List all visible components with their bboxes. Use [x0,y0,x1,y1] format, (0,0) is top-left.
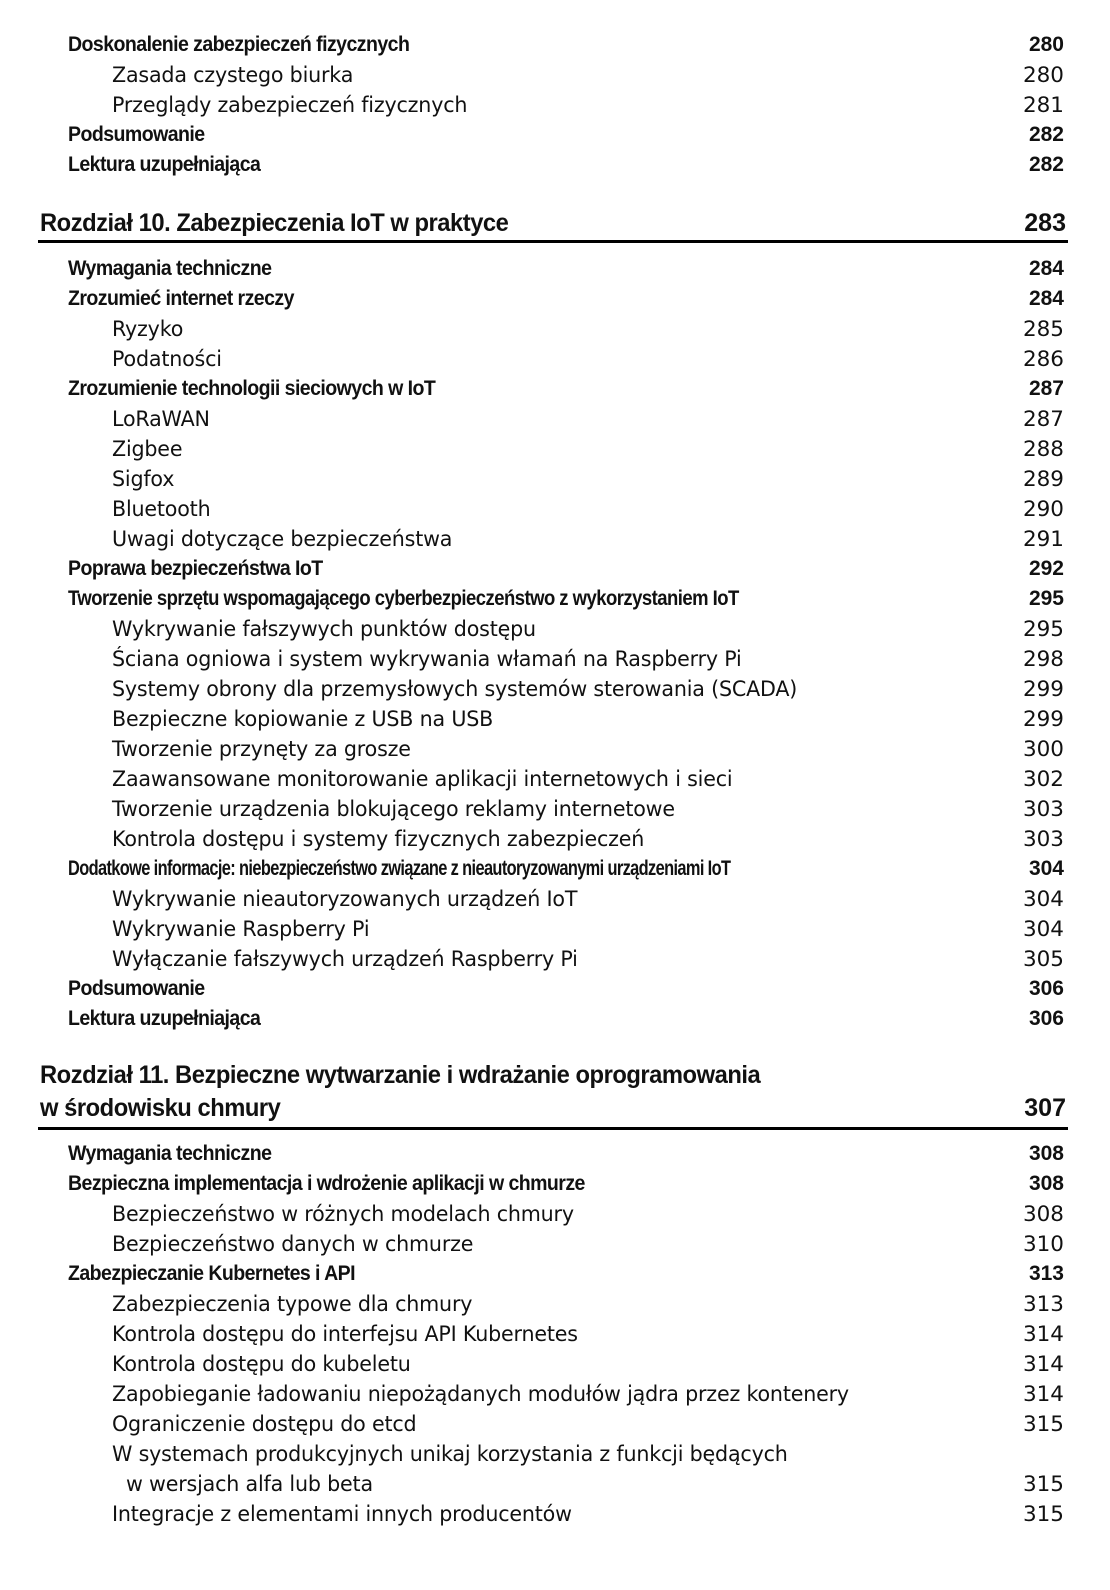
toc-entry-title: Zrozumieć internet rzeczy [68,287,294,310]
toc-entry-title: Wykrywanie fałszywych punktów dostępu [112,616,536,642]
toc-entry-title: Zasada czystego biurka [112,62,354,88]
toc-entry[interactable] [0,764,1110,794]
toc-entry-title: Podsumowanie [68,977,205,1000]
toc-entry[interactable] [0,1229,1110,1259]
toc-entry-title: Wymagania techniczne [68,1142,272,1165]
toc-entry[interactable] [0,314,1110,344]
toc-entry[interactable] [0,60,1110,90]
toc-entry[interactable] [0,150,1110,180]
toc-entry-title: Dodatkowe informacje: niebezpieczeństwo związane z nieautoryzowanymi urządzeniami IoT [68,857,731,880]
toc-entry-page: 315 [1022,1501,1064,1527]
chapter-title-line2: w środowisku chmury [40,1093,281,1122]
toc-entry-page: 314 [1022,1321,1064,1347]
toc-entry-page: 280 [1022,62,1064,88]
toc-entry[interactable] [0,794,1110,824]
toc-entry[interactable] [0,944,1110,974]
toc-entry-title: Wyłączanie fałszywych urządzeń Raspberry Pi [112,946,578,972]
toc-entry-title: Kontrola dostępu i systemy fizycznych zabezpieczeń [112,826,645,852]
chapter-page: 283 [1024,208,1066,237]
toc-entry-page: 306 [1028,977,1064,1000]
toc-entry-page: 314 [1022,1351,1064,1377]
toc-entry[interactable] [0,854,1110,884]
toc-entry-title: Podsumowanie [68,123,205,146]
toc-entry[interactable] [0,464,1110,494]
toc-entry[interactable] [0,254,1110,284]
toc-entry[interactable] [0,284,1110,314]
toc-entry-title: Zaawansowane monitorowanie aplikacji internetowych i sieci [112,766,733,792]
toc-entry-page: 315 [1022,1411,1064,1437]
toc-entry-page: 282 [1028,123,1064,146]
chapter-heading[interactable] [0,206,1110,240]
chapter-page: 307 [1024,1093,1066,1122]
toc-entry[interactable] [0,1319,1110,1349]
toc-entry-page: 291 [1022,526,1064,552]
chapter-title: Rozdział 10. Zabezpieczenia IoT w praktyce [40,208,509,237]
toc-entry-title: Tworzenie sprzętu wspomagającego cyberbezpieczeństwo z wykorzystaniem IoT [68,587,739,610]
toc-entry-title: Wykrywanie nieautoryzowanych urządzeń IoT [112,886,578,912]
chapter-rule [38,240,1068,243]
toc-entry[interactable] [0,914,1110,944]
toc-entry-page: 290 [1022,496,1064,522]
toc-entry-title: Bluetooth [112,496,211,522]
toc-entry[interactable] [0,704,1110,734]
toc-entry-title: W systemach produkcyjnych unikaj korzystania z funkcji będących [112,1441,788,1467]
toc-entry-title: Uwagi dotyczące bezpieczeństwa [112,526,453,552]
toc-entry[interactable] [0,1139,1110,1169]
toc-entry-title: Bezpieczne kopiowanie z USB na USB [112,706,494,732]
toc-entry-page: 282 [1028,153,1064,176]
toc-entry-page: 292 [1028,557,1064,580]
toc-entry-page: 287 [1022,406,1064,432]
toc-entry-page: 299 [1022,676,1064,702]
toc-entry-title: Zrozumienie technologii sieciowych w IoT [68,377,436,400]
toc-entry[interactable] [0,674,1110,704]
toc-entry[interactable] [0,1409,1110,1439]
toc-entry[interactable] [0,1259,1110,1289]
toc-entry-title: Ściana ogniowa i system wykrywania włamań na Raspberry Pi [112,646,742,672]
toc-entry-title: Wymagania techniczne [68,257,272,280]
toc-entry-page: 284 [1028,257,1064,280]
toc-entry-page: 313 [1022,1291,1064,1317]
toc-entry-title: Ryzyko [112,316,184,342]
toc-entry[interactable] [0,584,1110,614]
toc-entry[interactable] [0,374,1110,404]
toc-entry-page: 315 [1022,1471,1064,1497]
toc-entry[interactable] [0,434,1110,464]
toc-entry-title: Doskonalenie zabezpieczeń fizycznych [68,33,410,56]
toc-entry[interactable] [0,974,1110,1004]
toc-entry[interactable] [0,120,1110,150]
toc-entry-page: 304 [1022,886,1064,912]
toc-entry-page: 286 [1022,346,1064,372]
toc-entry-page: 314 [1022,1381,1064,1407]
toc-entry-page: 303 [1022,826,1064,852]
toc-entry-title: Zigbee [112,436,183,462]
toc-entry[interactable] [0,884,1110,914]
toc-entry-page: 308 [1028,1172,1064,1195]
toc-entry-page: 299 [1022,706,1064,732]
toc-entry-title: Zabezpieczenia typowe dla chmury [112,1291,473,1317]
toc-entry-title: Lektura uzupełniająca [68,153,261,176]
toc-entry-page: 310 [1022,1231,1064,1257]
toc-entry-title: Sigfox [112,466,175,492]
toc-entry-page: 295 [1022,616,1064,642]
toc-entry[interactable] [0,1349,1110,1379]
chapter-heading-line1[interactable] [0,1058,1110,1092]
toc-entry-title: Ograniczenie dostępu do etcd [112,1411,417,1437]
toc-entry-title: Bezpieczeństwo w różnych modelach chmury [112,1201,574,1227]
toc-entry-title: Zapobieganie ładowaniu niepożądanych modułów jądra przez kontenery [112,1381,849,1407]
toc-entry-title: Tworzenie przynęty za grosze [112,736,411,762]
toc-entry-page: 288 [1022,436,1064,462]
toc-entry-page: 287 [1028,377,1064,400]
toc-entry[interactable] [0,1169,1110,1199]
chapter-title-line1: Rozdział 11. Bezpieczne wytwarzanie i wdrażanie oprogramowania [40,1060,761,1089]
chapter-heading-line2[interactable] [0,1091,1110,1125]
toc-entry-title: Przeglądy zabezpieczeń fizycznych [112,92,468,118]
toc-entry[interactable] [0,30,1110,60]
toc-entry-title: Zabezpieczanie Kubernetes i API [68,1262,355,1285]
toc-entry-title: Tworzenie urządzenia blokującego reklamy internetowe [112,796,675,822]
toc-entry-page: 308 [1022,1201,1064,1227]
toc-entry-title: Bezpieczeństwo danych w chmurze [112,1231,474,1257]
toc-entry-page: 285 [1022,316,1064,342]
toc-entry-page: 305 [1022,946,1064,972]
toc-entry[interactable] [0,734,1110,764]
toc-entry[interactable] [0,1199,1110,1229]
toc-entry-page: 284 [1028,287,1064,310]
toc-entry-page: 289 [1022,466,1064,492]
toc-entry-page: 304 [1022,916,1064,942]
toc-entry[interactable] [0,494,1110,524]
toc-entry-title: Wykrywanie Raspberry Pi [112,916,370,942]
toc-entry-title: Kontrola dostępu do interfejsu API Kubernetes [112,1321,578,1347]
toc-entry-page: 313 [1028,1262,1064,1285]
toc-entry[interactable] [0,1004,1110,1034]
toc-entry[interactable] [0,1499,1110,1529]
toc-entry-title: Integracje z elementami innych producentów [112,1501,572,1527]
toc-entry[interactable] [0,344,1110,374]
toc-entry[interactable] [0,1379,1110,1409]
toc-entry-title: Poprawa bezpieczeństwa IoT [68,557,323,580]
toc-entry-page: 298 [1022,646,1064,672]
toc-entry[interactable] [0,644,1110,674]
toc-entry-page: 302 [1022,766,1064,792]
toc-entry-page: 300 [1022,736,1064,762]
toc-entry[interactable] [0,524,1110,554]
toc-entry[interactable] [0,1439,1110,1469]
toc-entry-page: 304 [1028,857,1064,880]
toc-entry-page: 280 [1028,33,1064,56]
toc-entry[interactable] [0,554,1110,584]
toc-entry-page: 306 [1028,1007,1064,1030]
toc-entry[interactable] [0,614,1110,644]
toc-entry-title: Systemy obrony dla przemysłowych systemów sterowania (SCADA) [112,676,798,702]
toc-entry-title: Bezpieczna implementacja i wdrożenie aplikacji w chmurze [68,1172,585,1195]
toc-entry-continuation[interactable] [0,1469,1110,1499]
toc-entry-page: 281 [1022,92,1064,118]
toc-entry-title: Podatności [112,346,222,372]
toc-entry[interactable] [0,824,1110,854]
toc-entry-title: Lektura uzupełniająca [68,1007,261,1030]
toc-entry[interactable] [0,90,1110,120]
toc-entry[interactable] [0,1289,1110,1319]
toc-entry-title: Kontrola dostępu do kubeletu [112,1351,411,1377]
toc-entry-title: LoRaWAN [112,406,210,432]
toc-entry-title: w wersjach alfa lub beta [126,1471,373,1497]
toc-entry-page: 295 [1028,587,1064,610]
chapter-rule [38,1127,1068,1130]
toc-entry[interactable] [0,404,1110,434]
toc-entry-page: 308 [1028,1142,1064,1165]
toc-entry-page: 303 [1022,796,1064,822]
